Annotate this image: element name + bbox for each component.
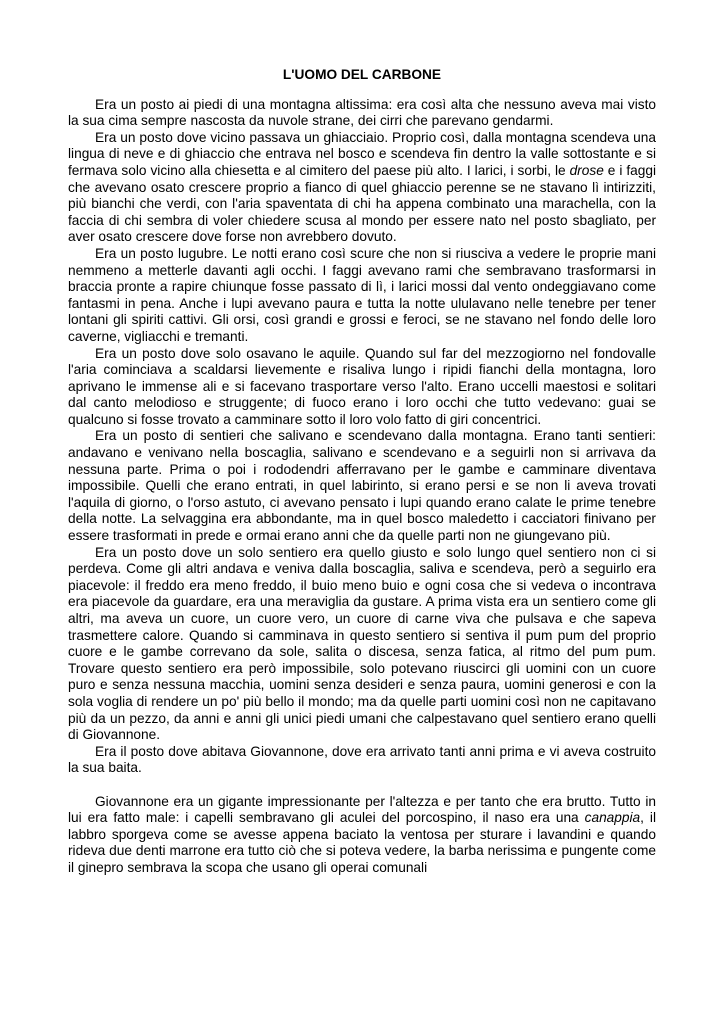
paragraph-spacer — [68, 777, 656, 794]
paragraph-text: , il labbro sporgeva come se avesse appena baciato la ventosa per sturare i lavandini e quando rideva due denti marrone era tutto ciò che si poteva vedere, la barba nerissima e pungente come il ginepro sembrava la scopa che usano gli operai comunali — [68, 810, 656, 875]
paragraph-text: Era un posto dove solo osavano le aquile. Quando sul far del mezzogiorno nel fondovalle l'aria cominciava a scaldarsi lievemente e risaliva lungo i ripidi fianchi della montagna, loro aprivano le immense ali e si facevano trasportare verso l'alto. Erano uccelli maestosi e solitari dal canto melodioso e struggente; di fuoco erano i loro occhi che tutto vedevano: guai se qualcuno si fosse trovato a camminare sotto il loro volo fatto di giri concentrici. — [68, 345, 656, 427]
paragraph-text: Era un posto dove un solo sentiero era quello giusto e solo lungo quel sentiero non ci si perdeva. Come gli altri andava e veniva dalla boscaglia, saliva e scendeva, però a seguirlo era piacevole: il freddo era meno freddo, il buio meno buio e ogni cosa che si vedeva o incontrava era piacevole da guardare, era una meraviglia da gustare. A prima vista era un sentiero come gli altri, ma aveva un cuore, un cuore vero, un cuore di carne viva che pulsava e che sapeva trasmettere calore. Quando si camminava in questo sentiero si sentiva il pum pum del proprio cuore e le gambe correvano da sole, salita o discesa, senza fatica, al ritmo del pum pum. Trovare questo sentiero era però impossibile, solo potevano riuscirci gli uomini con un cuore puro e senza nessuna macchia, uomini senza desideri e senza paura, uomini generosi e con la sola voglia di rendere un po' più bello il mondo; ma da quelle parti uomini così non ne capitavano più da un pezzo, da anni e anni gli unici piedi umani che calpestavano quel sentiero erano quelli di Giovannone. — [68, 544, 656, 743]
italic-word: drose — [569, 162, 604, 178]
paragraph-text: Era il posto dove abitava Giovannone, dove era arrivato tanti anni prima e vi aveva costruito la sua baita. — [68, 743, 656, 776]
paragraph — [68, 428, 656, 544]
paragraph — [68, 97, 656, 130]
document-page — [68, 67, 656, 877]
paragraph — [68, 545, 656, 744]
paragraph-text: Era un posto lugubre. Le notti erano così scure che non si riusciva a vedere le proprie mani nemmeno a metterle davanti agli occhi. I faggi avevano rami che sembravano trasformarsi in braccia pronte a rapire chiunque fosse passato di lì, i larici mossi dal vento ondeggiavano come fantasmi in pena. Anche i lupi avevano paura e tutta la notte ululavano nelle tenebre per tener lontani gli spiriti cattivi. Gli orsi, così grandi e grossi e feroci, se ne stavano nel fondo delle loro caverne, vigliacchi e tremanti. — [68, 245, 656, 344]
paragraph-text: e i faggi che avevano osato crescere proprio a fianco di quel ghiaccio perenne se ne stavano lì intirizziti, più bianchi che verdi, con l'aria spaventata di chi ha appena combinato una marachella, con la faccia di chi sembra di voler chiedere scusa al mondo per essere nato nel posto sbagliato, per aver osato crescere dove forse non avrebbero dovuto. — [68, 162, 656, 245]
paragraph — [68, 130, 656, 246]
paragraph-text: Era un posto di sentieri che salivano e scendevano dalla montagna. Erano tanti sentieri: andavano e venivano nella boscaglia, salivano e scendevano e a seguirli non si arrivava da nessuna parte. Prima o poi i rododendri afferravano per le gambe e camminare diventava impossibile. Quelli che erano entrati, in quel labirinto, si erano persi e se non li aveva trovati l'aquila di giorno, o l'orso astuto, ci avevano pensato i lupi quando erano calate le prime tenebre della notte. La selvaggina era abbondante, ma in quel bosco maledetto i cacciatori finivano per essere trasformati in prede e ormai erano anni che da quelle parti non ne giungevano più. — [68, 428, 656, 544]
paragraph — [68, 246, 656, 346]
italic-word: canappia — [584, 810, 641, 826]
paragraph-text: Era un posto dove vicino passava un ghiacciaio. Proprio così, dalla montagna scendeva una lingua di neve e di ghiaccio che entrava nel bosco e scendeva fin dentro la valle sottostante e si fermava solo vicino alla chiesetta e al cimitero del paese più alto. I larici, i sorbi, le — [68, 129, 656, 178]
paragraph — [68, 744, 656, 777]
paragraph-text: Giovannone era un gigante impressionante per l'altezza e per tanto che era brutto. Tutto in lui era fatto male: i capelli sembravano gli aculei del porcospino, il naso era una — [68, 793, 656, 826]
paragraph — [68, 794, 656, 877]
paragraph — [68, 346, 656, 429]
document-title: L'UOMO DEL CARBONE — [282, 67, 442, 82]
paragraph-text: Era un posto ai piedi di una montagna altissima: era così alta che nessuno aveva mai visto la sua cima sempre nascosta da nuvole strane, dei cirri che parevano gendarmi. — [68, 96, 656, 129]
document-body — [68, 97, 656, 877]
